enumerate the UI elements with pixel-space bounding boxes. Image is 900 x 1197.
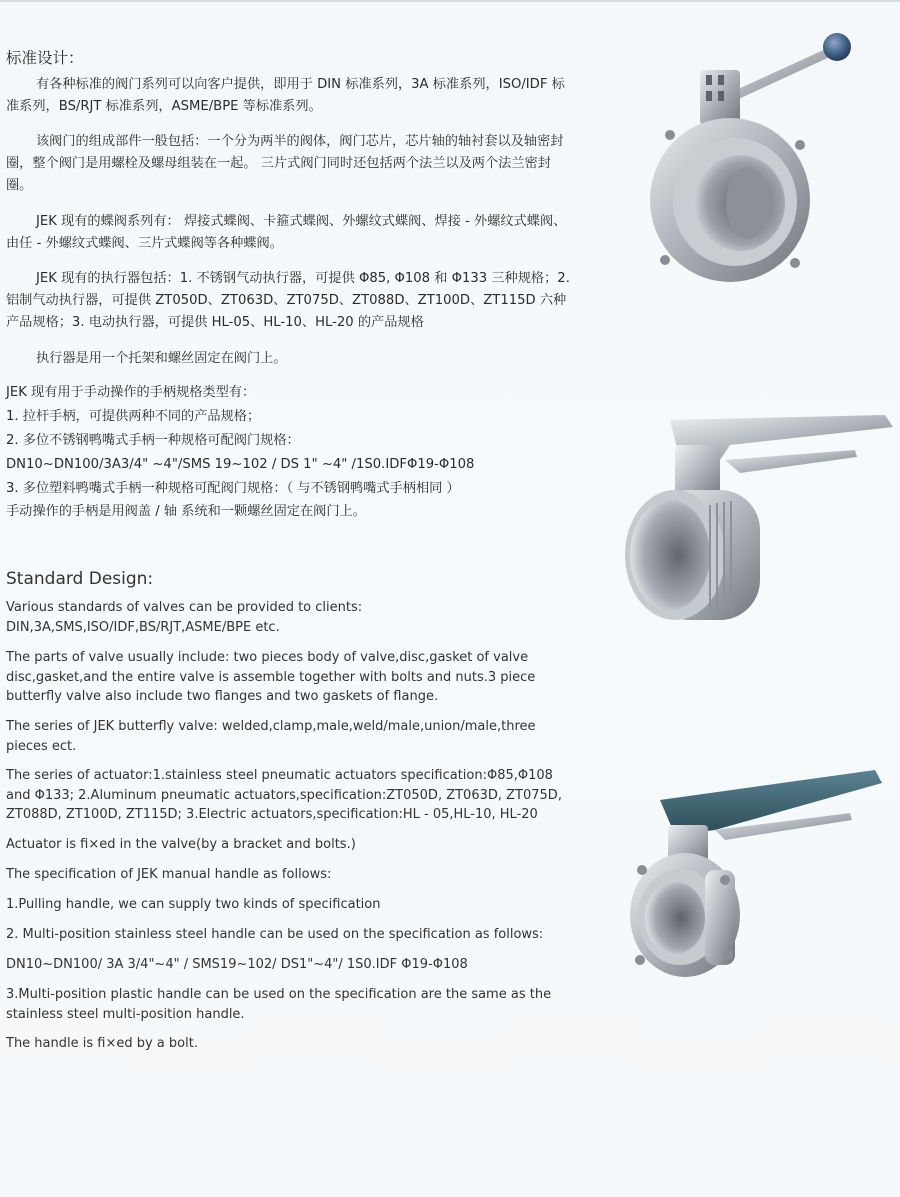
- en-paragraph-3: The series of JEK butterfly valve: welded,clamp,male,weld/male,union/male,three pieces ect.: [6, 719, 536, 754]
- en-paragraph-8: 2. Multi-position stainless steel handle can be used on the specification as follows:: [6, 927, 544, 942]
- valve-photo-plastic-handle: [620, 755, 895, 985]
- en-title: Standard Design:: [6, 569, 154, 589]
- cn-paragraph-1: 有各种标准的阀门系列可以向客户提供，即用于 DIN 标准系列，3A 标准系列，ISO/IDF 标准系列，BS/RJT 标准系列，ASME/BPE 等标准系列。: [6, 77, 565, 114]
- valve-photo-steel-handle: [615, 405, 900, 635]
- en-paragraph-11: The handle is fi×ed by a bolt.: [6, 1036, 198, 1051]
- cn-paragraph-2: 该阀门的组成部件一般包括：一个分为两半的阀体，阀门芯片，芯片轴的轴衬套以及轴密封圈，整个阀门是用螺栓及螺母组装在一起。 三片式阀门同时还包括两个法兰以及两个法兰密封圈。: [6, 134, 564, 193]
- en-paragraph-2: The parts of valve usually include: two pieces body of valve,disc,gasket of valve disc,gasket,and the entire valve is assemble together with bolts and nuts.3 piece butterfly valve also include two flanges and two gaskets of flange.: [6, 650, 536, 704]
- en-paragraph-7: 1.Pulling handle, we can supply two kinds of specification: [6, 897, 381, 912]
- cn-list-item: 2. 多位不锈钢鸭嘴式手柄一种规格可配阀门规格：: [6, 433, 300, 448]
- cn-list-item: 手动操作的手柄是用阀盖 / 轴 系统和一颗螺丝固定在阀门上。: [6, 504, 366, 519]
- cn-list-item: DN10~DN100/3A3/4" ~4"/SMS 19~102 / DS 1" ~4" /1S0.IDFΦ19-Φ108: [6, 457, 475, 472]
- en-paragraph-9: DN10~DN100/ 3A 3/4"~4" / SMS19~102/ DS1"~4"/ 1S0.IDF Φ19-Φ108: [6, 957, 468, 972]
- en-paragraph-10: 3.Multi-position plastic handle can be used on the specification are the same as the stainless steel multi-position handle.: [6, 987, 552, 1022]
- en-paragraph-6: The specification of JEK manual handle as follows:: [6, 867, 332, 882]
- cn-paragraph-3: JEK 现有的蝶阀系列有： 焊接式蝶阀、卡箍式蝶阀、外螺纹式蝶阀、焊接 - 外螺纹式蝶阀、由任 - 外螺纹式蝶阀、三片式蝶阀等各种蝶阀。: [6, 214, 567, 251]
- valve-photo-pull-handle: [640, 25, 875, 285]
- cn-list-item: 3. 多位塑料鸭嘴式手柄一种规格可配阀门规格：（ 与不锈钢鸭嘴式手柄相同 ）: [6, 481, 460, 496]
- cn-title: 标准设计：: [6, 49, 84, 67]
- cn-list-item: JEK 现有用于手动操作的手柄规格类型有：: [6, 385, 256, 400]
- cn-paragraph-5: 执行器是用一个托架和螺丝固定在阀门上。: [36, 351, 287, 366]
- cn-list-item: 1. 拉杆手柄，可提供两种不同的产品规格；: [6, 409, 261, 424]
- en-paragraph-5: Actuator is fi×ed in the valve(by a bracket and bolts.): [6, 837, 356, 852]
- top-border: [0, 0, 900, 2]
- en-paragraph-4: The series of actuator:1.stainless steel pneumatic actuators specification:Φ85,Φ108 and Φ133; 2.Aluminum pneumatic actuators,specification:ZT050D, ZT063D, ZT075D, ZT088D, ZT100D, ZT115D; 3.Electric actuators,specification:HL - 05,HL-10, HL-20: [6, 768, 562, 822]
- en-paragraph-1: Various standards of valves can be provided to clients: DIN,3A,SMS,ISO/IDF,BS/RJT,ASME/BPE etc.: [6, 600, 363, 635]
- blue-knob: [823, 33, 851, 61]
- cn-paragraph-4: JEK 现有的执行器包括：1. 不锈钢气动执行器，可提供 Φ85, Φ108 和 Φ133 三种规格；2. 铝制气动执行器，可提供 ZT050D、ZT063D、ZT075D、ZT088D、ZT100D、ZT115D 六种产品规格；3. 电动执行器，可提供 HL-05、HL-10、HL-20 的产品规格: [6, 271, 570, 330]
